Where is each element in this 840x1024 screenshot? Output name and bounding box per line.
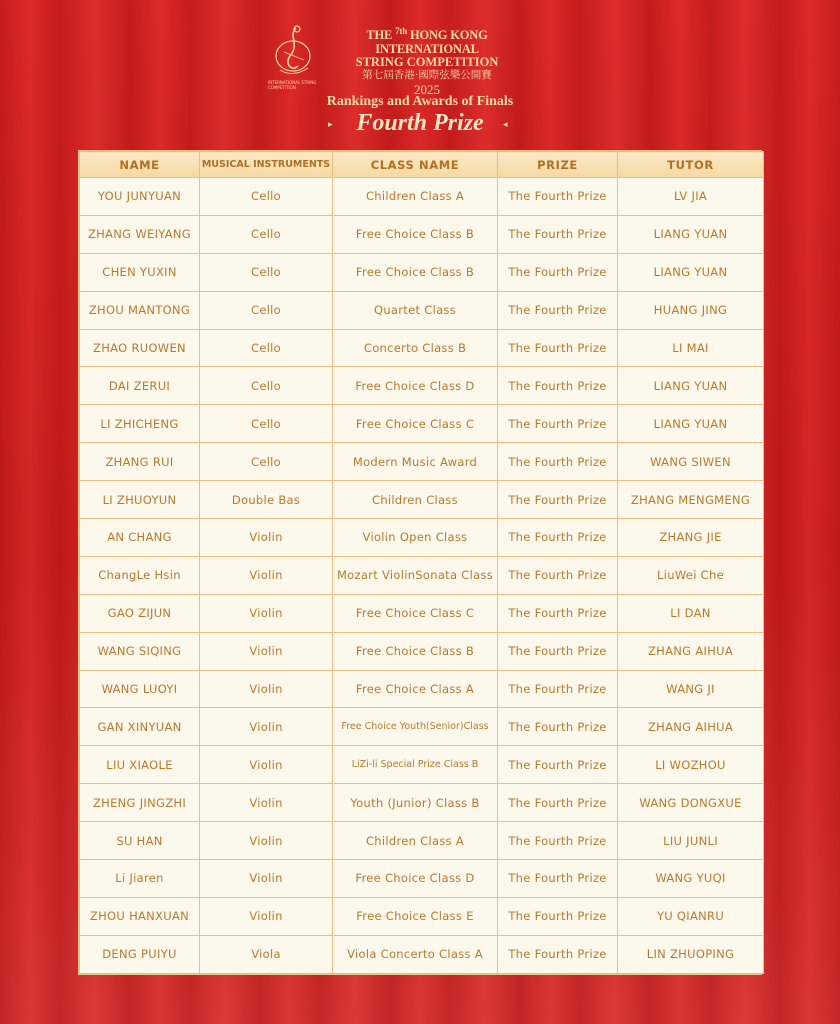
tutor-cell: ZHANG MENGMENG: [618, 481, 764, 519]
table-row: [80, 935, 764, 973]
prize-cell: The Fourth Prize: [498, 367, 618, 405]
instrument-cell: Cello: [200, 178, 333, 216]
tutor-cell: LIU JUNLI: [618, 822, 764, 860]
table-row: [80, 481, 764, 519]
name-cell: ZHANG RUI: [80, 443, 200, 481]
prize-cell: The Fourth Prize: [498, 860, 618, 898]
prize-cell: The Fourth Prize: [498, 746, 618, 784]
class-name-cell: Free Choice Class B: [333, 253, 498, 291]
table-row: [80, 329, 764, 367]
tutor-cell: LIANG YUAN: [618, 367, 764, 405]
prize-title: Fourth Prize: [356, 110, 484, 136]
header-tutor: TUTOR: [618, 152, 764, 178]
table-row: [80, 556, 764, 594]
class-name-cell: Free Choice Class A: [333, 670, 498, 708]
name-cell: ZHAO RUOWEN: [80, 329, 200, 367]
name-cell: Li Jiaren: [80, 860, 200, 898]
competition-logo-icon: [270, 22, 316, 84]
decoration-right-icon: ◂: [503, 120, 508, 130]
instrument-cell: Cello: [200, 443, 333, 481]
instrument-cell: Viola: [200, 935, 333, 973]
instrument-cell: Violin: [200, 708, 333, 746]
tutor-cell: ZHANG JIE: [618, 519, 764, 557]
class-name-cell: LiZi-li Special Prize Class B: [333, 746, 498, 784]
logo-caption: INTERNATIONAL STRING COMPETITION: [268, 80, 317, 90]
name-cell: YOU JUNYUAN: [80, 178, 200, 216]
class-name-cell: Viola Concerto Class A: [333, 935, 498, 973]
class-name-cell: Free Choice Youth(Senior)Class: [333, 708, 498, 746]
name-cell: SU HAN: [80, 822, 200, 860]
table-row: [80, 860, 764, 898]
tutor-cell: WANG DONGXUE: [618, 784, 764, 822]
class-name-cell: Free Choice Class D: [333, 860, 498, 898]
class-name-cell: Free Choice Class B: [333, 632, 498, 670]
instrument-cell: Cello: [200, 253, 333, 291]
table-row: [80, 670, 764, 708]
tutor-cell: LIANG YUAN: [618, 253, 764, 291]
name-cell: ChangLe Hsin: [80, 556, 200, 594]
table-row: [80, 594, 764, 632]
table-row: [80, 897, 764, 935]
prize-cell: The Fourth Prize: [498, 670, 618, 708]
table-row: [80, 253, 764, 291]
prize-cell: The Fourth Prize: [498, 708, 618, 746]
name-cell: ZHENG JINGZHI: [80, 784, 200, 822]
instrument-cell: Cello: [200, 329, 333, 367]
prize-cell: The Fourth Prize: [498, 784, 618, 822]
table-body: [80, 178, 764, 974]
tutor-cell: LI WOZHOU: [618, 746, 764, 784]
title-chinese: 第七屆香港·國際弦樂公開賽: [362, 70, 492, 82]
class-name-cell: Mozart ViolinSonata Class: [333, 556, 498, 594]
table-row: [80, 708, 764, 746]
prize-cell: The Fourth Prize: [498, 329, 618, 367]
instrument-cell: Cello: [200, 367, 333, 405]
tutor-cell: LiuWei Che: [618, 556, 764, 594]
prize-cell: The Fourth Prize: [498, 405, 618, 443]
class-name-cell: Free Choice Class E: [333, 897, 498, 935]
prize-cell: The Fourth Prize: [498, 443, 618, 481]
prize-cell: The Fourth Prize: [498, 178, 618, 216]
name-cell: GAN XINYUAN: [80, 708, 200, 746]
awards-table: [78, 150, 762, 975]
name-cell: WANG LUOYI: [80, 670, 200, 708]
tutor-cell: ZHANG AIHUA: [618, 708, 764, 746]
class-name-cell: Youth (Junior) Class B: [333, 784, 498, 822]
name-cell: DENG PUIYU: [80, 935, 200, 973]
header-prize: PRIZE: [498, 152, 618, 178]
instrument-cell: Violin: [200, 784, 333, 822]
name-cell: ZHOU MANTONG: [80, 291, 200, 329]
subtitle: Rankings and Awards of Finals: [326, 94, 514, 109]
name-cell: WANG SIQING: [80, 632, 200, 670]
name-cell: LIU XIAOLE: [80, 746, 200, 784]
instrument-cell: Violin: [200, 519, 333, 557]
class-name-cell: Children Class A: [333, 178, 498, 216]
instrument-cell: Cello: [200, 291, 333, 329]
instrument-cell: Double Bas: [200, 481, 333, 519]
title-line1: HONG KONG INTERNATIONAL: [375, 28, 488, 57]
table-header-row: [80, 152, 764, 178]
instrument-cell: Violin: [200, 897, 333, 935]
tutor-cell: LV JIA: [618, 178, 764, 216]
class-name-cell: Modern Music Award: [333, 443, 498, 481]
tutor-cell: ZHANG AIHUA: [618, 632, 764, 670]
name-cell: DAI ZERUI: [80, 367, 200, 405]
instrument-cell: Violin: [200, 594, 333, 632]
class-name-cell: Free Choice Class C: [333, 594, 498, 632]
instrument-cell: Violin: [200, 822, 333, 860]
prize-cell: The Fourth Prize: [498, 481, 618, 519]
name-cell: AN CHANG: [80, 519, 200, 557]
prize-cell: The Fourth Prize: [498, 594, 618, 632]
name-cell: CHEN YUXIN: [80, 253, 200, 291]
class-name-cell: Free Choice Class D: [333, 367, 498, 405]
class-name-cell: Concerto Class B: [333, 329, 498, 367]
table-row: [80, 215, 764, 253]
tutor-cell: LIANG YUAN: [618, 215, 764, 253]
class-name-cell: Children Class: [333, 481, 498, 519]
title-prefix: THE: [366, 28, 393, 43]
table-row: [80, 784, 764, 822]
tutor-cell: LI DAN: [618, 594, 764, 632]
prize-cell: The Fourth Prize: [498, 253, 618, 291]
table-row: [80, 632, 764, 670]
title-year: 2025: [414, 82, 440, 98]
tutor-cell: YU QIANRU: [618, 897, 764, 935]
prize-cell: The Fourth Prize: [498, 291, 618, 329]
title-ordinal-suffix: th: [399, 26, 407, 36]
instrument-cell: Violin: [200, 632, 333, 670]
name-cell: LI ZHICHENG: [80, 405, 200, 443]
instrument-cell: Violin: [200, 556, 333, 594]
tutor-cell: LI MAI: [618, 329, 764, 367]
prize-cell: The Fourth Prize: [498, 822, 618, 860]
name-cell: LI ZHUOYUN: [80, 481, 200, 519]
prize-cell: The Fourth Prize: [498, 897, 618, 935]
table-row: [80, 178, 764, 216]
instrument-cell: Cello: [200, 405, 333, 443]
prize-cell: The Fourth Prize: [498, 519, 618, 557]
instrument-cell: Cello: [200, 215, 333, 253]
tutor-cell: WANG SIWEN: [618, 443, 764, 481]
tutor-cell: WANG JI: [618, 670, 764, 708]
instrument-cell: Violin: [200, 860, 333, 898]
table-row: [80, 443, 764, 481]
tutor-cell: LIN ZHUOPING: [618, 935, 764, 973]
header-instruments: MUSICAL INSTRUMENTS: [200, 152, 333, 178]
header-class-name: CLASS NAME: [333, 152, 498, 178]
table-row: [80, 405, 764, 443]
title-ordinal-num: 7: [395, 26, 400, 36]
tutor-cell: WANG YUQI: [618, 860, 764, 898]
header: [0, 18, 840, 148]
title-line2: STRING COMPETITION: [355, 55, 499, 70]
name-cell: GAO ZIJUN: [80, 594, 200, 632]
class-name-cell: Quartet Class: [333, 291, 498, 329]
class-name-cell: Free Choice Class B: [333, 215, 498, 253]
class-name-cell: Violin Open Class: [333, 519, 498, 557]
table-row: [80, 822, 764, 860]
class-name-cell: Free Choice Class C: [333, 405, 498, 443]
table-row: [80, 291, 764, 329]
instrument-cell: Violin: [200, 746, 333, 784]
prize-cell: The Fourth Prize: [498, 556, 618, 594]
decoration-left-icon: ▸: [328, 120, 333, 130]
table-row: [80, 519, 764, 557]
prize-cell: The Fourth Prize: [498, 215, 618, 253]
tutor-cell: LIANG YUAN: [618, 405, 764, 443]
name-cell: ZHOU HANXUAN: [80, 897, 200, 935]
competition-title: [322, 24, 532, 98]
prize-cell: The Fourth Prize: [498, 632, 618, 670]
tutor-cell: HUANG JING: [618, 291, 764, 329]
instrument-cell: Violin: [200, 670, 333, 708]
class-name-cell: Children Class A: [333, 822, 498, 860]
table-row: [80, 746, 764, 784]
prize-cell: The Fourth Prize: [498, 935, 618, 973]
header-name: NAME: [80, 152, 200, 178]
name-cell: ZHANG WEIYANG: [80, 215, 200, 253]
table-row: [80, 367, 764, 405]
